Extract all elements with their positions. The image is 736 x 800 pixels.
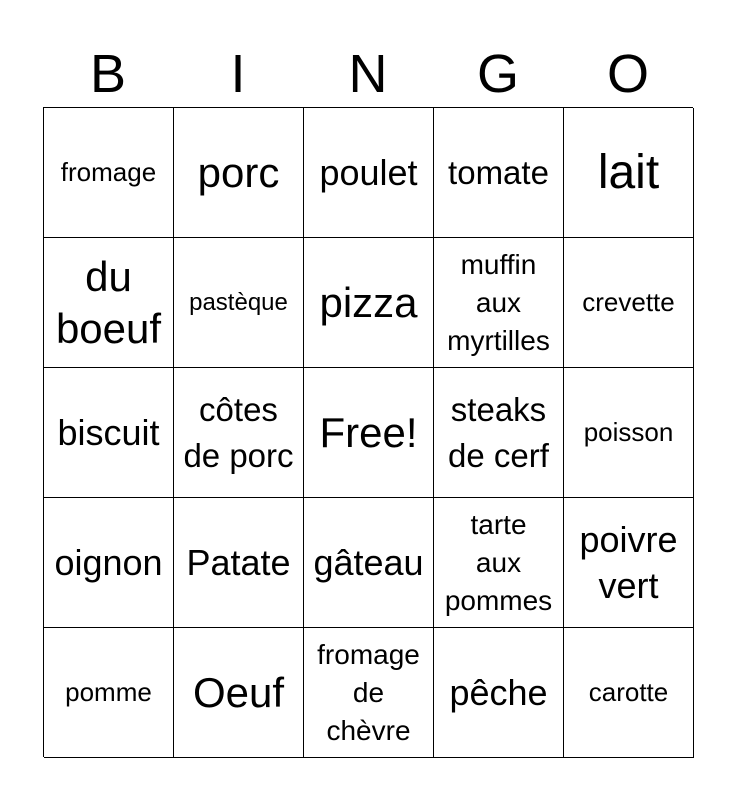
- header-letter-i: I: [230, 44, 246, 104]
- bingo-header: [43, 40, 693, 108]
- bingo-cell[interactable]: [434, 368, 564, 498]
- bingo-cell-label: steaks de cerf: [448, 390, 549, 474]
- bingo-cell-label: Patate: [186, 541, 291, 583]
- bingo-cell[interactable]: [304, 368, 434, 498]
- bingo-cell-label: poulet: [319, 151, 418, 193]
- bingo-cell-label: Oeuf: [192, 668, 285, 716]
- bingo-cell[interactable]: [174, 498, 304, 628]
- bingo-cell[interactable]: [44, 498, 174, 628]
- header-letter-o: O: [606, 44, 649, 104]
- bingo-cell[interactable]: [304, 108, 434, 238]
- bingo-cell[interactable]: [434, 628, 564, 758]
- bingo-cell[interactable]: [174, 368, 304, 498]
- bingo-cell[interactable]: [44, 108, 174, 238]
- header-letter-g: G: [476, 44, 519, 104]
- bingo-grid: [43, 107, 693, 757]
- bingo-cell[interactable]: [304, 238, 434, 368]
- bingo-cell-label: côtes de porc: [183, 390, 294, 474]
- bingo-cell-label: pomme: [65, 677, 152, 707]
- bingo-cell-label: crevette: [582, 287, 675, 317]
- bingo-cell-label: pêche: [449, 671, 548, 713]
- bingo-cell-label: Free!: [319, 408, 418, 456]
- bingo-cell-label: carotte: [588, 677, 669, 707]
- bingo-cell-label: biscuit: [57, 411, 160, 453]
- bingo-cell[interactable]: [304, 498, 434, 628]
- header-letter-n: N: [348, 44, 388, 104]
- bingo-cell[interactable]: [564, 628, 694, 758]
- bingo-cell[interactable]: [564, 368, 694, 498]
- bingo-cell-label: du boeuf: [55, 252, 162, 352]
- bingo-cell[interactable]: [44, 628, 174, 758]
- bingo-cell-label: lait: [597, 145, 660, 199]
- bingo-cell-label: tarte aux pommes: [444, 508, 553, 616]
- bingo-cell[interactable]: [434, 238, 564, 368]
- header-letter-b: B: [89, 44, 127, 104]
- bingo-cell[interactable]: [434, 108, 564, 238]
- bingo-cell-label: porc: [197, 148, 280, 196]
- bingo-cell-label: fromage de chèvre: [317, 638, 420, 746]
- bingo-cell[interactable]: [44, 238, 174, 368]
- bingo-cell[interactable]: [304, 628, 434, 758]
- bingo-cell-label: tomate: [448, 153, 549, 191]
- bingo-cell-label: pastèque: [189, 288, 288, 316]
- bingo-cell-label: oignon: [54, 541, 163, 583]
- bingo-cell-label: gâteau: [313, 541, 424, 583]
- bingo-cell[interactable]: [564, 108, 694, 238]
- bingo-cell[interactable]: [564, 498, 694, 628]
- bingo-cell[interactable]: [174, 108, 304, 238]
- bingo-cell[interactable]: [174, 628, 304, 758]
- bingo-cell-label: pizza: [319, 278, 418, 326]
- bingo-cell-label: fromage: [60, 157, 157, 187]
- bingo-cell[interactable]: [564, 238, 694, 368]
- bingo-cell-label: muffin aux myrtilles: [447, 248, 550, 356]
- bingo-cell-label: poivre vert: [579, 518, 678, 606]
- bingo-cell[interactable]: [434, 498, 564, 628]
- bingo-cell[interactable]: [174, 238, 304, 368]
- bingo-cell-label: poisson: [583, 417, 674, 447]
- bingo-cell[interactable]: [44, 368, 174, 498]
